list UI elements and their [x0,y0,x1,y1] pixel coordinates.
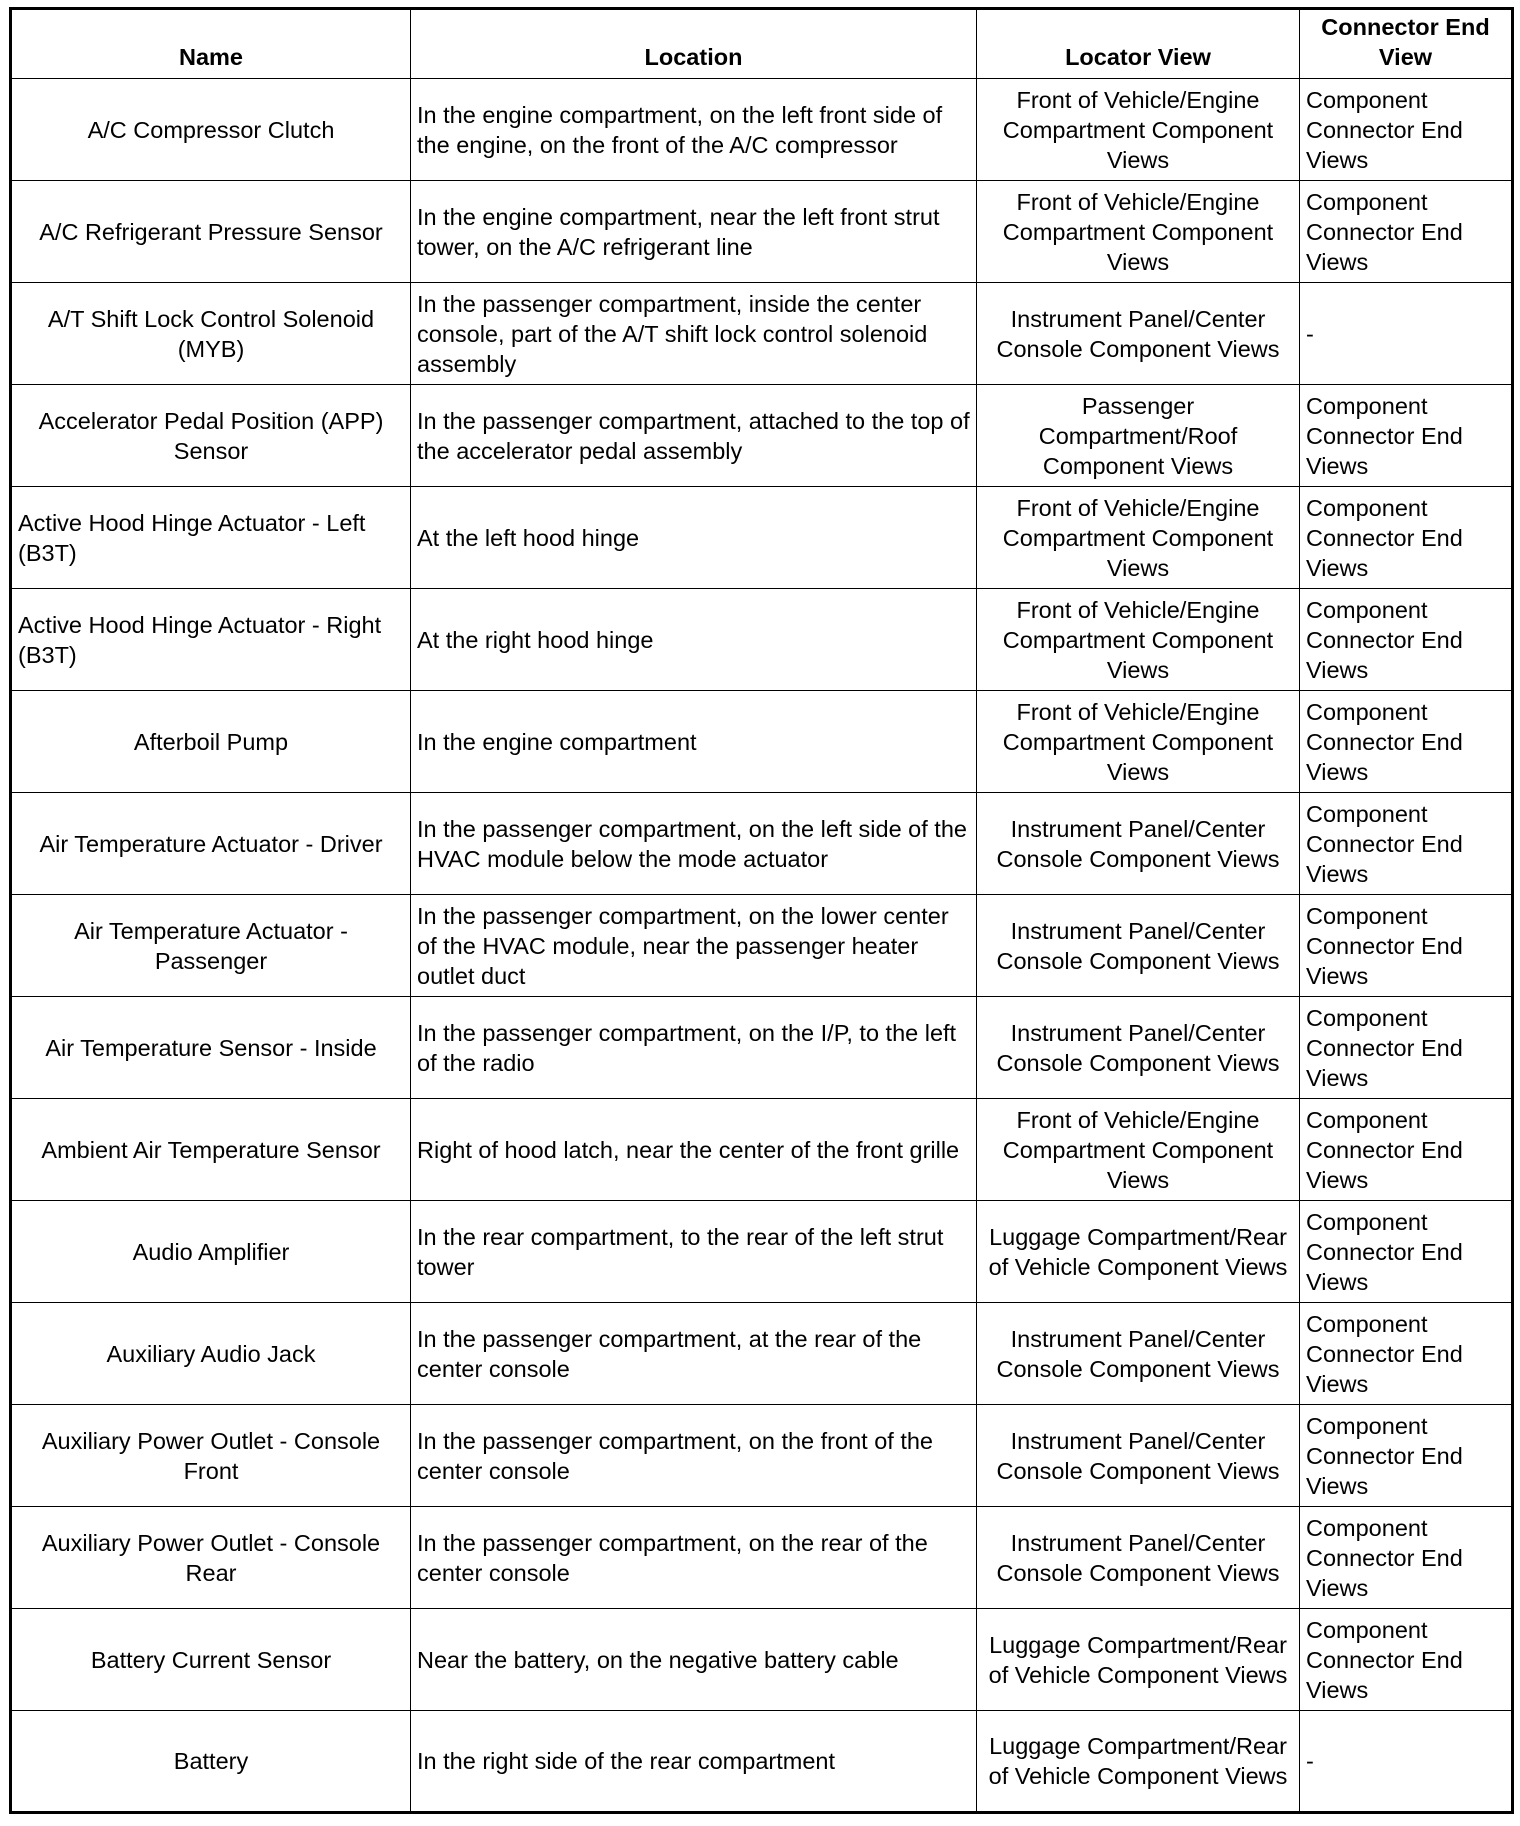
table-body [11,79,1513,1813]
table-header [11,9,1513,79]
cell-connector-end-view: Component Connector End Views [1300,1609,1513,1711]
cell-location: In the passenger compartment, attached to the top of the accelerator pedal assembly [411,385,977,487]
table-row [11,1405,1513,1507]
cell-locator-view: Passenger Compartment/Roof Component Views [977,385,1300,487]
cell-locator-view: Luggage Compartment/Rear of Vehicle Component Views [977,1609,1300,1711]
cell-locator-view: Instrument Panel/Center Console Component Views [977,283,1300,385]
cell-connector-end-view: - [1300,283,1513,385]
cell-name: Air Temperature Actuator - Passenger [11,895,411,997]
table-row [11,487,1513,589]
table-row [11,181,1513,283]
cell-location: In the passenger compartment, on the front of the center console [411,1405,977,1507]
table-row [11,1303,1513,1405]
table-row [11,283,1513,385]
cell-name: Ambient Air Temperature Sensor [11,1099,411,1201]
table-row [11,691,1513,793]
table-row [11,1507,1513,1609]
cell-connector-end-view: Component Connector End Views [1300,895,1513,997]
header-row [11,9,1513,79]
table-row [11,1099,1513,1201]
cell-name: Audio Amplifier [11,1201,411,1303]
cell-connector-end-view: Component Connector End Views [1300,181,1513,283]
cell-locator-view: Instrument Panel/Center Console Component Views [977,793,1300,895]
cell-location: In the passenger compartment, on the left side of the HVAC module below the mode actuator [411,793,977,895]
cell-locator-view: Instrument Panel/Center Console Component Views [977,1405,1300,1507]
cell-name: Accelerator Pedal Position (APP) Sensor [11,385,411,487]
cell-connector-end-view: Component Connector End Views [1300,385,1513,487]
cell-name: Active Hood Hinge Actuator - Right (B3T) [11,589,411,691]
cell-connector-end-view: Component Connector End Views [1300,1405,1513,1507]
cell-name: Air Temperature Actuator - Driver [11,793,411,895]
cell-name: Air Temperature Sensor - Inside [11,997,411,1099]
table-row [11,385,1513,487]
table-row [11,1609,1513,1711]
table-row [11,79,1513,181]
header-location: Location [411,9,977,79]
table-row [11,997,1513,1099]
cell-connector-end-view: Component Connector End Views [1300,793,1513,895]
header-connector-end-view: Connector End View [1300,9,1513,79]
cell-location: In the engine compartment, on the left front side of the engine, on the front of the A/C compressor [411,79,977,181]
cell-connector-end-view: Component Connector End Views [1300,1303,1513,1405]
cell-location: In the engine compartment [411,691,977,793]
cell-location: In the rear compartment, to the rear of the left strut tower [411,1201,977,1303]
table-row [11,589,1513,691]
cell-location: In the passenger compartment, at the rear of the center console [411,1303,977,1405]
cell-locator-view: Front of Vehicle/Engine Compartment Component Views [977,487,1300,589]
cell-name: Afterboil Pump [11,691,411,793]
cell-name: Battery Current Sensor [11,1609,411,1711]
cell-connector-end-view: Component Connector End Views [1300,1507,1513,1609]
cell-name: A/T Shift Lock Control Solenoid (MYB) [11,283,411,385]
cell-name: Battery [11,1711,411,1813]
cell-location: In the passenger compartment, on the rear of the center console [411,1507,977,1609]
cell-location: In the right side of the rear compartment [411,1711,977,1813]
cell-name: Active Hood Hinge Actuator - Left (B3T) [11,487,411,589]
cell-location: Right of hood latch, near the center of the front grille [411,1099,977,1201]
cell-location: In the passenger compartment, on the lower center of the HVAC module, near the passenger heater outlet duct [411,895,977,997]
cell-name: A/C Compressor Clutch [11,79,411,181]
cell-connector-end-view: Component Connector End Views [1300,691,1513,793]
header-name: Name [11,9,411,79]
header-locator-view: Locator View [977,9,1300,79]
cell-location: In the passenger compartment, inside the center console, part of the A/T shift lock control solenoid assembly [411,283,977,385]
cell-location: At the right hood hinge [411,589,977,691]
cell-name: Auxiliary Power Outlet - Console Front [11,1405,411,1507]
cell-locator-view: Luggage Compartment/Rear of Vehicle Component Views [977,1201,1300,1303]
cell-location: In the passenger compartment, on the I/P, to the left of the radio [411,997,977,1099]
cell-locator-view: Front of Vehicle/Engine Compartment Component Views [977,691,1300,793]
cell-connector-end-view: Component Connector End Views [1300,487,1513,589]
cell-location: At the left hood hinge [411,487,977,589]
cell-locator-view: Luggage Compartment/Rear of Vehicle Component Views [977,1711,1300,1813]
cell-locator-view: Front of Vehicle/Engine Compartment Component Views [977,1099,1300,1201]
table-row [11,895,1513,997]
cell-locator-view: Front of Vehicle/Engine Compartment Component Views [977,181,1300,283]
table-row [11,793,1513,895]
cell-location: In the engine compartment, near the left front strut tower, on the A/C refrigerant line [411,181,977,283]
cell-locator-view: Instrument Panel/Center Console Component Views [977,1507,1300,1609]
cell-name: Auxiliary Power Outlet - Console Rear [11,1507,411,1609]
cell-connector-end-view: Component Connector End Views [1300,997,1513,1099]
cell-locator-view: Instrument Panel/Center Console Component Views [977,895,1300,997]
cell-locator-view: Instrument Panel/Center Console Component Views [977,997,1300,1099]
table-row [11,1201,1513,1303]
cell-locator-view: Front of Vehicle/Engine Compartment Component Views [977,79,1300,181]
cell-connector-end-view: Component Connector End Views [1300,79,1513,181]
cell-name: Auxiliary Audio Jack [11,1303,411,1405]
component-location-table [9,7,1514,1814]
cell-connector-end-view: Component Connector End Views [1300,589,1513,691]
cell-connector-end-view: Component Connector End Views [1300,1201,1513,1303]
cell-locator-view: Instrument Panel/Center Console Component Views [977,1303,1300,1405]
cell-connector-end-view: Component Connector End Views [1300,1099,1513,1201]
cell-name: A/C Refrigerant Pressure Sensor [11,181,411,283]
cell-locator-view: Front of Vehicle/Engine Compartment Component Views [977,589,1300,691]
cell-connector-end-view: - [1300,1711,1513,1813]
cell-location: Near the battery, on the negative battery cable [411,1609,977,1711]
table-row [11,1711,1513,1813]
